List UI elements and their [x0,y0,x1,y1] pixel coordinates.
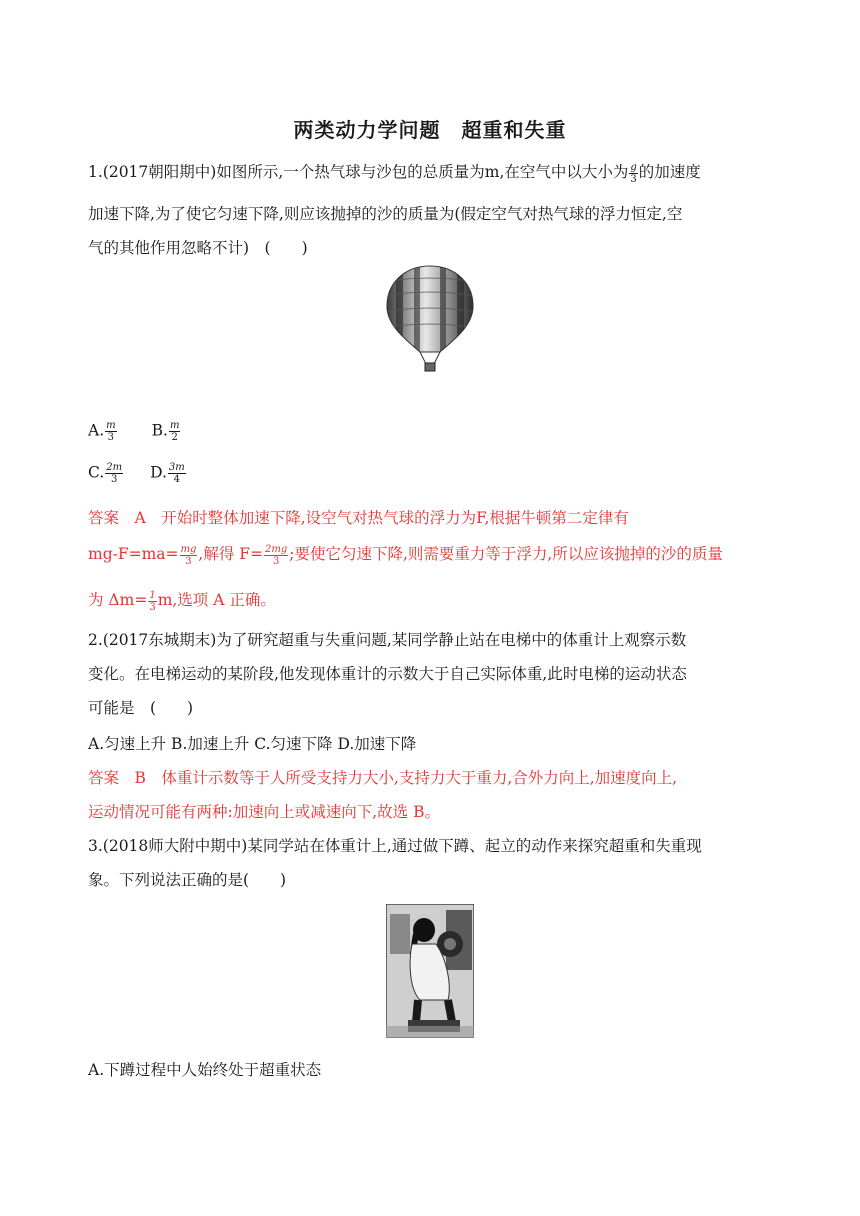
option-d-fraction: $\frac{3m}{4}$ [168,462,185,485]
q3-option-a: A.下蹲过程中人始终处于超重状态 [88,1061,322,1079]
hot-air-balloon-figure [384,264,476,376]
q1-options-row-1 [88,420,181,443]
page-title: 两类动力学问题 超重和失重 [293,118,567,142]
q2-answer-line-1: 答案 B 体重计示数等于人所受支持力大小,支持力大于重力,合外力向上,加速度向上, [88,769,678,787]
option-a-fraction: $\frac{m}{3}$ [106,420,116,443]
q2-answer-line-2: 运动情况可能有两种:加速向上或减速向下,故选 B。 [88,803,440,821]
q1-line-1 [88,160,701,185]
q1-answer-line-2: mg-F=ma= $\frac{mg}{3}$ ,解得 F= $\frac{2mg}{3}$ ;要使它匀速下降,则需要重力等于浮力,所以应该抛掉的沙的质量 [88,543,723,567]
option-a-label: A. [88,421,105,440]
option-c-fraction: $\frac{2m}{3}$ [106,462,123,485]
q1-text: 1.(2017朝阳期中)如图所示,一个热气球与沙包的总质量为m,在空气中以大小为 [88,163,629,181]
option-c-label: C. [88,463,105,482]
q3-line-2: 象。下列说法正确的是( ) [88,871,287,889]
option-d-label: D. [150,463,167,482]
q1-answer-line-1: 答案 A 开始时整体加速下降,设空气对热气球的浮力为F,根据牛顿第二定律有 [88,509,629,527]
q1-text: 的加速度 [638,163,701,181]
q1-line-3: 气的其他作用忽略不计) ( ) [88,239,308,257]
option-b-label: B. [151,421,168,440]
q1-line-2: 加速下降,为了使它匀速下降,则应该抛掉的沙的质量为(假定空气对热气球的浮力恒定,空 [88,205,683,223]
q2-line-1: 2.(2017东城期末)为了研究超重与失重问题,某同学静止站在电梯中的体重计上观察示数 [88,631,687,649]
q2-options: A.匀速上升 B.加速上升 C.匀速下降 D.加速下降 [88,735,417,753]
q3-line-1: 3.(2018师大附中期中)某同学站在体重计上,通过做下蹲、起立的动作来探究超重和失重现 [88,837,702,855]
fraction: $\frac{g}{3}$ [630,161,637,185]
squatting-student-photo [386,904,474,1038]
option-b-fraction: $\frac{m}{2}$ [169,420,180,443]
q1-options-row-2 [88,462,187,485]
q1-answer-line-3: 为 Δm= $\frac{1}{3}$ m,选项 A 正确。 [88,589,276,613]
q2-line-3: 可能是 ( ) [88,699,194,717]
q2-line-2: 变化。在电梯运动的某阶段,他发现体重计的示数大于自己实际体重,此时电梯的运动状态 [88,665,687,683]
